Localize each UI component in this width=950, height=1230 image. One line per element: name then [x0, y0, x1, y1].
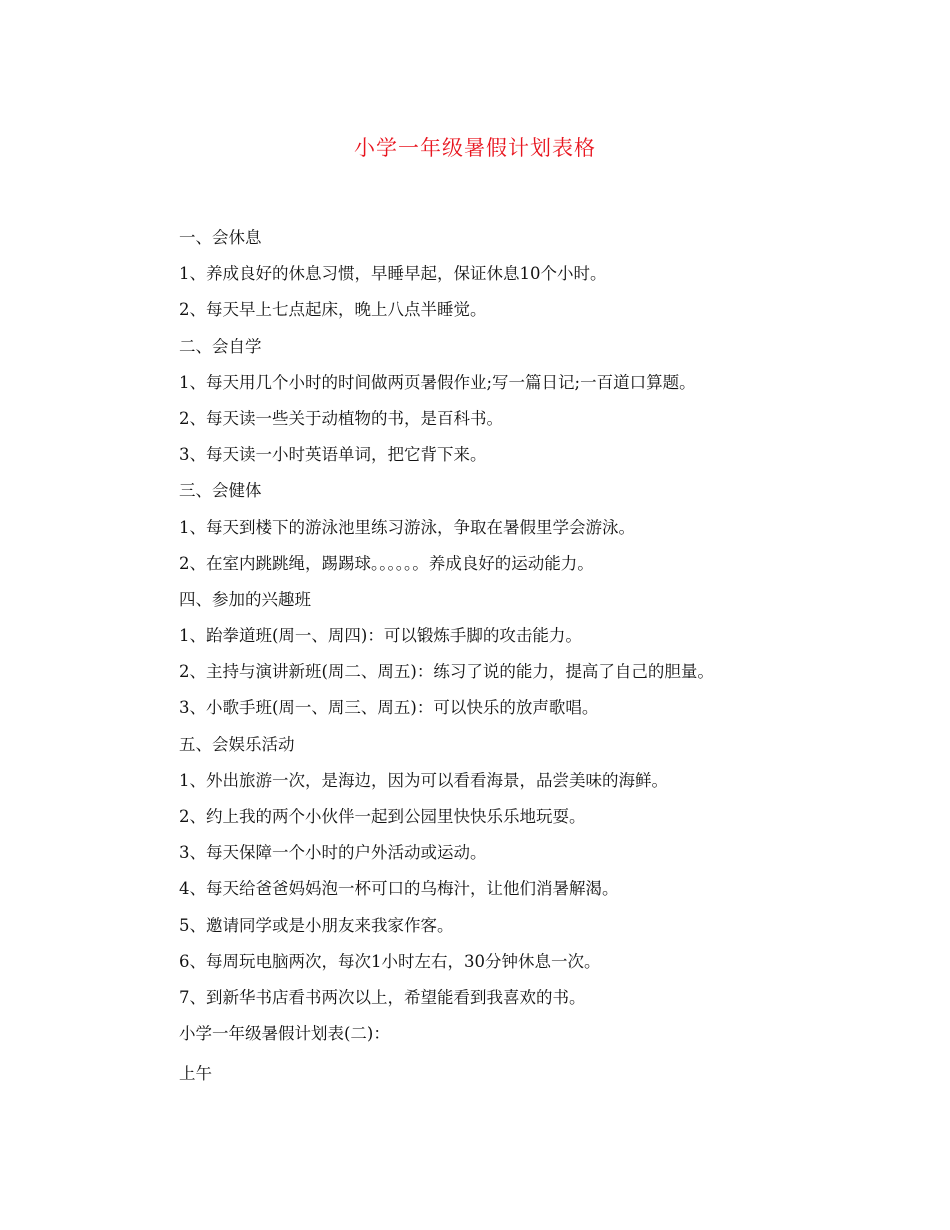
- plan-item: 2、每天早上七点起床，晚上八点半睡觉。: [179, 300, 487, 320]
- section-heading: 一、会休息: [179, 228, 262, 247]
- plan-item: 1、每天用几个小时的时间做两页暑假作业;写一篇日记;一百道口算题。: [179, 372, 696, 392]
- document-body: [179, 220, 879, 1093]
- subtitle: 小学一年级暑假计划表(二)：: [179, 1024, 390, 1044]
- plan-item: 1、养成良好的休息习惯，早睡早起，保证休息10个小时。: [179, 264, 607, 284]
- plan-item: 3、每天保障一个小时的户外活动或运动。: [179, 843, 487, 863]
- plan-item: 7、到新华书店看书两次以上，希望能看到我喜欢的书。: [179, 987, 586, 1007]
- document-title: 小学一年级暑假计划表格: [354, 136, 596, 160]
- plan-item: 2、每天读一些关于动植物的书，是百科书。: [179, 408, 503, 428]
- plan-item: 1、外出旅游一次，是海边，因为可以看看海景，品尝美味的海鲜。: [179, 770, 668, 790]
- plan-item: 1、每天到楼下的游泳池里练习游泳，争取在暑假里学会游泳。: [179, 517, 635, 537]
- section-heading: 三、会健体: [179, 481, 262, 501]
- plan-item: 3、小歌手班(周一、周三、周五)：可以快乐的放声歌唱。: [179, 698, 599, 718]
- plan-item: 1、跆拳道班(周一、周四)：可以锻炼手脚的攻击能力。: [179, 626, 582, 646]
- section-heading: 四、参加的兴趣班: [179, 589, 311, 609]
- section-heading: 上午: [179, 1064, 212, 1084]
- plan-item: 2、约上我的两个小伙伴一起到公园里快快乐乐地玩耍。: [179, 807, 586, 826]
- section-heading: 五、会娱乐活动: [179, 734, 295, 754]
- plan-item: 6、每周玩电脑两次，每次1小时左右，30分钟休息一次。: [179, 951, 601, 971]
- plan-item: 2、在室内跳跳绳，踢踢球。。。。。。养成良好的运动能力。: [179, 553, 594, 573]
- section-heading: 二、会自学: [179, 336, 262, 356]
- plan-item: 5、邀请同学或是小朋友来我家作客。: [179, 915, 454, 935]
- plan-item: 4、每天给爸爸妈妈泡一杯可口的乌梅汁，让他们消暑解渴。: [179, 879, 619, 899]
- plan-item: 3、每天读一小时英语单词，把它背下来。: [179, 445, 487, 465]
- plan-item: 2、主持与演讲新班(周二、周五)：练习了说的能力，提高了自己的胆量。: [179, 662, 714, 682]
